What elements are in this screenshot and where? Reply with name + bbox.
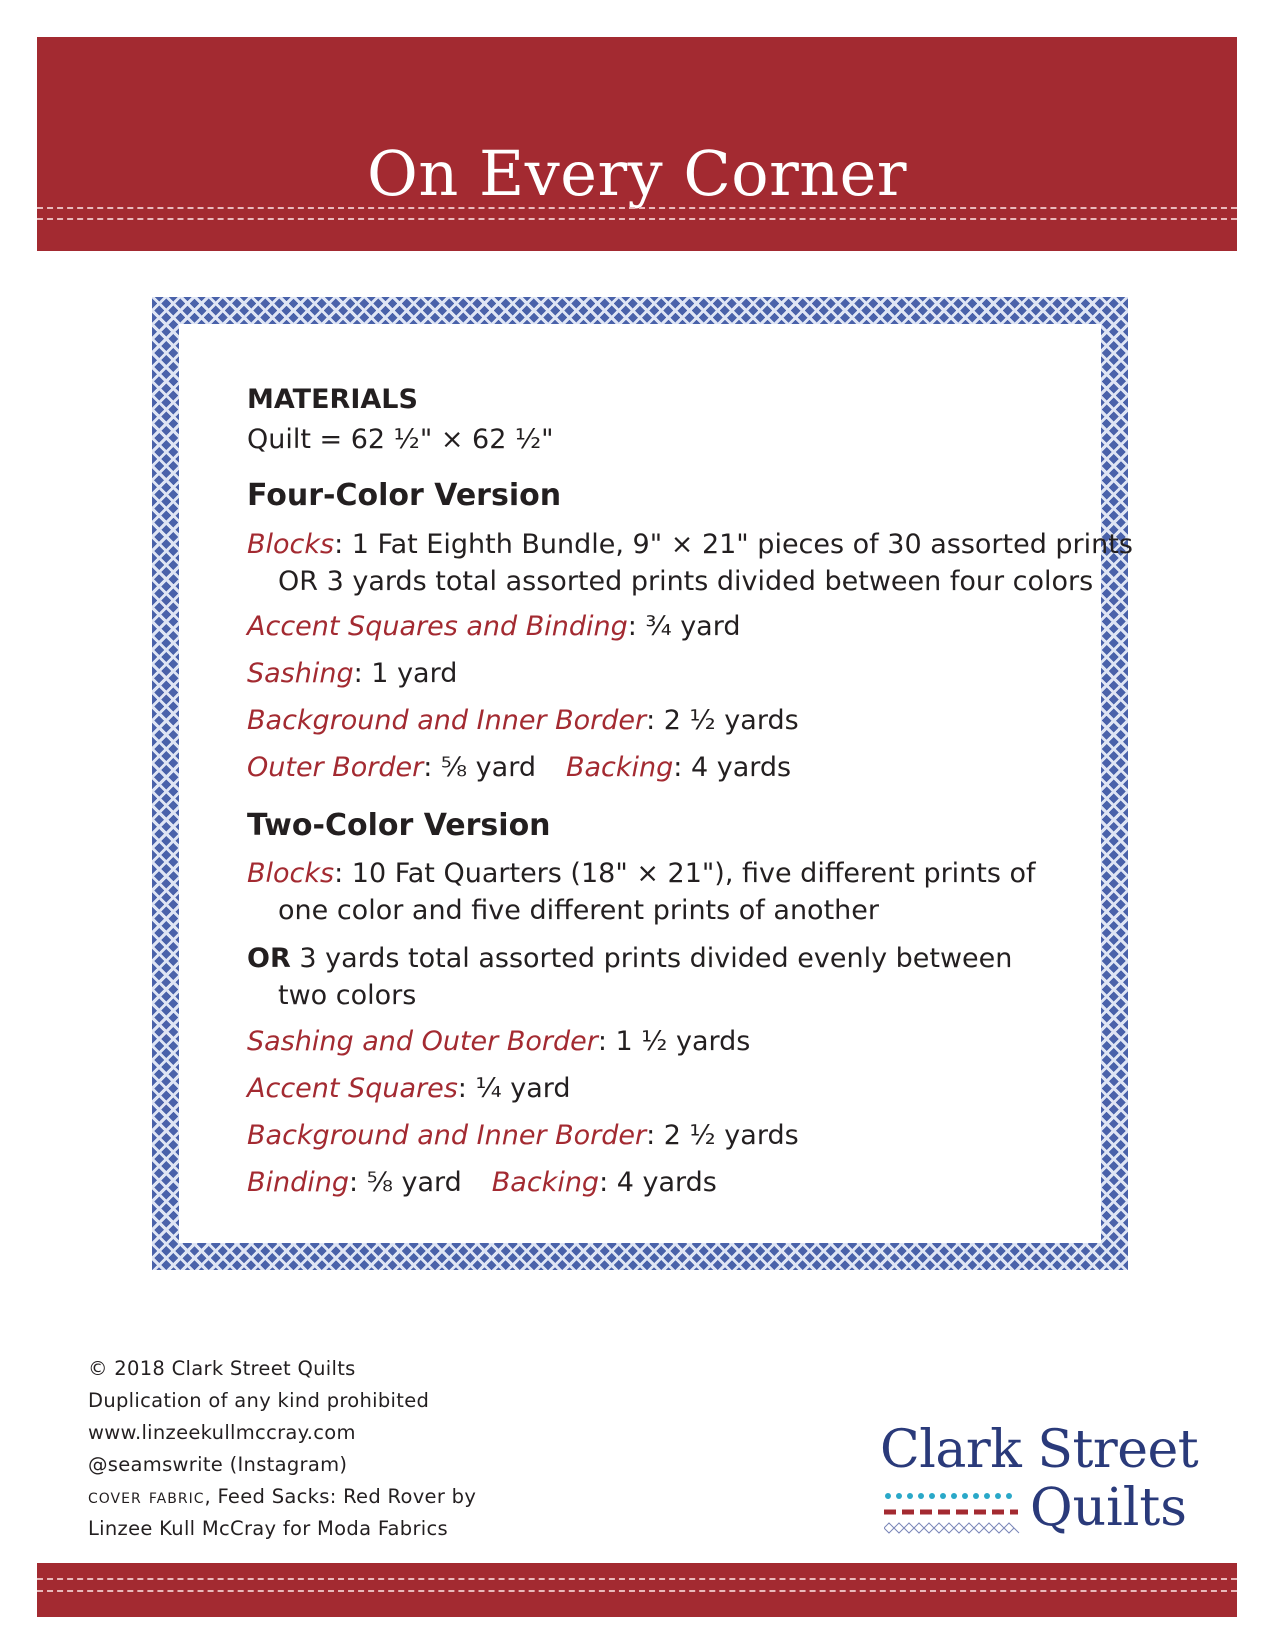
two-blocks-value: : 10 Fat Quarters (18" × 21"), five different prints of	[334, 858, 1036, 889]
duplication-notice: Duplication of any kind prohibited	[88, 1389, 430, 1412]
two-or-cont: two colors	[278, 980, 417, 1011]
two-color-heading: Two-Color Version	[247, 808, 551, 843]
cover-fabric-line	[88, 1481, 476, 1513]
two-binding-value: : ⅝ yard	[349, 1167, 462, 1198]
two-blocks-cont: one color and five different prints of another	[278, 895, 879, 926]
cover-fabric-cont: Linzee Kull McCray for Moda Fabrics	[88, 1517, 449, 1540]
two-blocks-label: Blocks	[247, 858, 335, 889]
two-binding-label: Binding	[247, 1167, 350, 1198]
four-blocks-value: : 1 Fat Eighth Bundle, 9" × 21" pieces of 30 assorted prints	[334, 529, 1133, 560]
logo-line1: Clark Street	[880, 1420, 1199, 1480]
two-backing-label: Backing	[491, 1167, 600, 1198]
stitch-line	[37, 207, 1237, 209]
four-accent-row	[247, 611, 741, 642]
four-outer-value: : ⅝ yard	[423, 752, 536, 783]
materials-frame	[152, 297, 1133, 1270]
footer-banner	[37, 1563, 1237, 1617]
two-or-value: 3 yards total assorted prints divided evenly between	[290, 943, 1013, 974]
quilt-size: Quilt = 62 ½" × 62 ½"	[247, 424, 554, 455]
stitch-line	[37, 218, 1237, 220]
two-accent-value: : ¼ yard	[457, 1073, 571, 1104]
stitch-decoration-icon	[884, 1492, 1024, 1562]
two-background-row	[247, 1120, 799, 1151]
page-title: On Every Corner	[367, 137, 907, 210]
clark-street-quilts-logo	[880, 1420, 1210, 1570]
two-sashing-row	[247, 1026, 750, 1057]
four-blocks-row	[247, 529, 1133, 560]
cover-fabric-value: , Feed Sacks: Red Rover by	[204, 1485, 477, 1508]
four-background-row	[247, 705, 799, 736]
instagram-handle[interactable]: @seamswrite (Instagram)	[88, 1453, 348, 1476]
two-backing-value: : 4 yards	[599, 1167, 717, 1198]
website-link[interactable]: www.linzeekullmccray.com	[88, 1421, 356, 1444]
four-sashing-value: : 1 yard	[353, 658, 458, 689]
two-binding-backing-row	[247, 1167, 717, 1198]
four-sashing-label: Sashing	[247, 658, 354, 689]
two-sashing-label: Sashing and Outer Border	[247, 1026, 598, 1057]
two-or-label: OR	[247, 943, 291, 974]
four-accent-value: : ¾ yard	[627, 611, 741, 642]
two-background-value: : 2 ½ yards	[646, 1120, 799, 1151]
four-blocks-label: Blocks	[247, 529, 335, 560]
header-banner	[37, 37, 1237, 251]
stitch-line	[37, 1590, 1237, 1592]
four-accent-label: Accent Squares and Binding	[247, 611, 628, 642]
four-backing-value: : 4 yards	[673, 752, 792, 783]
copyright: © 2018 Clark Street Quilts	[88, 1357, 356, 1380]
four-backing-label: Backing	[565, 752, 674, 783]
two-accent-label: Accent Squares	[247, 1073, 458, 1104]
four-color-heading: Four-Color Version	[247, 478, 562, 513]
two-or-row	[247, 943, 1012, 974]
materials-heading: MATERIALS	[247, 384, 418, 415]
four-background-value: : 2 ½ yards	[646, 705, 799, 736]
four-outer-backing-row	[247, 752, 791, 783]
four-blocks-cont: OR 3 yards total assorted prints divided between four colors	[278, 566, 1094, 597]
two-sashing-value: : 1 ½ yards	[597, 1026, 751, 1057]
stitch-line	[37, 1578, 1237, 1580]
cover-fabric-label: cover fabric	[88, 1485, 205, 1508]
four-background-label: Background and Inner Border	[247, 705, 647, 736]
two-accent-row	[247, 1073, 571, 1104]
two-background-label: Background and Inner Border	[247, 1120, 647, 1151]
logo-line2: Quilts	[1030, 1478, 1187, 1538]
two-blocks-row	[247, 858, 1036, 889]
four-outer-label: Outer Border	[247, 752, 424, 783]
materials-card	[179, 324, 1133, 1243]
four-sashing-row	[247, 658, 457, 689]
footer-info	[88, 1353, 476, 1545]
